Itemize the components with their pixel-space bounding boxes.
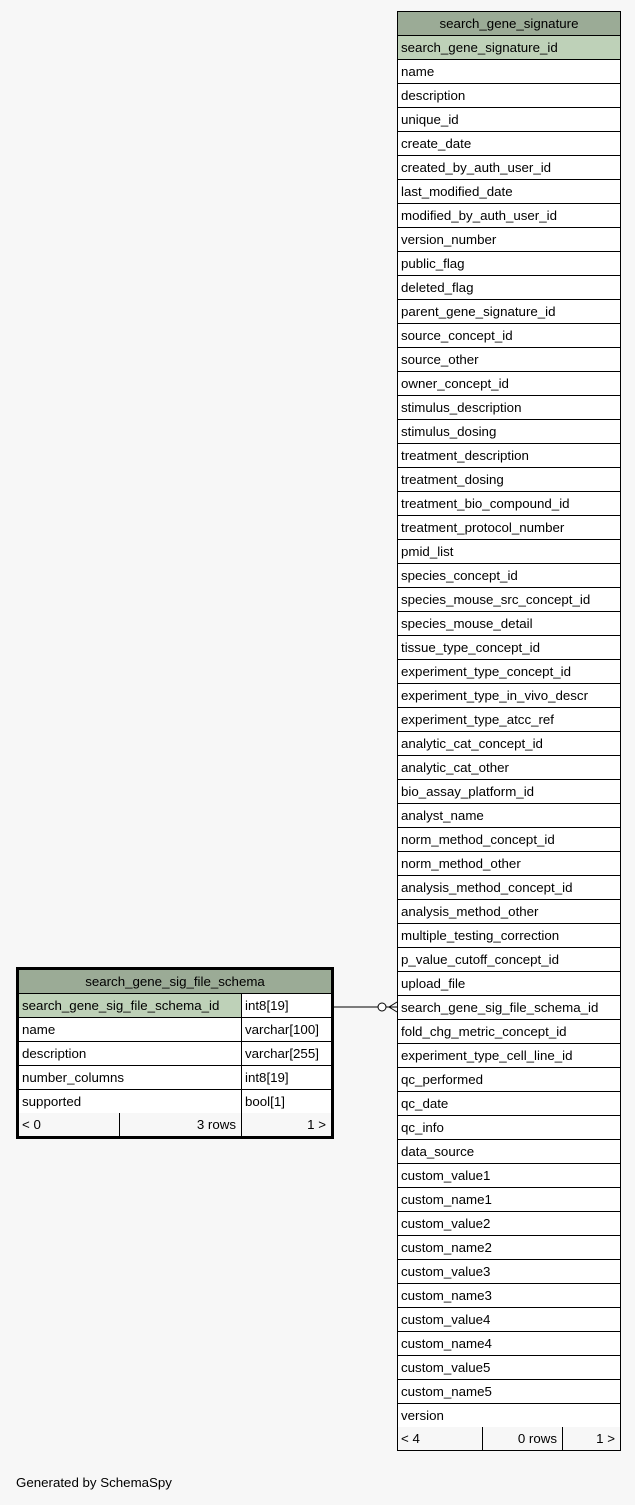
table-title[interactable]: search_gene_signature xyxy=(398,12,620,36)
column-name: analytic_cat_other xyxy=(401,760,509,775)
row-count: 3 rows xyxy=(119,1113,241,1136)
column-row[interactable] xyxy=(398,492,620,516)
table-title[interactable]: search_gene_sig_file_schema xyxy=(19,970,331,994)
column-name: custom_name4 xyxy=(401,1336,492,1351)
column-name: name xyxy=(22,1022,56,1037)
table-footer xyxy=(398,1427,620,1450)
column-name: tissue_type_concept_id xyxy=(401,640,540,655)
parents-count[interactable]: < 4 xyxy=(401,1431,420,1446)
column-row[interactable] xyxy=(398,276,620,300)
column-row[interactable] xyxy=(398,1068,620,1092)
column-row[interactable] xyxy=(398,372,620,396)
column-row[interactable] xyxy=(398,1020,620,1044)
column-row[interactable] xyxy=(398,996,620,1020)
column-row[interactable] xyxy=(398,780,620,804)
column-name: custom_value5 xyxy=(401,1360,491,1375)
column-name: treatment_dosing xyxy=(401,472,504,487)
column-row[interactable] xyxy=(398,1164,620,1188)
column-row[interactable] xyxy=(398,636,620,660)
column-name: custom_value4 xyxy=(401,1312,491,1327)
column-name: custom_name5 xyxy=(401,1384,492,1399)
column-name: parent_gene_signature_id xyxy=(401,304,556,319)
column-name: qc_date xyxy=(401,1096,449,1111)
column-name: supported xyxy=(22,1094,82,1109)
column-row[interactable] xyxy=(398,228,620,252)
column-row[interactable] xyxy=(398,204,620,228)
column-row[interactable] xyxy=(398,1284,620,1308)
column-type: bool[1] xyxy=(241,1090,331,1113)
column-name: fold_chg_metric_concept_id xyxy=(401,1024,567,1039)
column-name: norm_method_concept_id xyxy=(401,832,555,847)
column-row[interactable] xyxy=(398,900,620,924)
column-row[interactable] xyxy=(398,60,620,84)
column-type: int8[19] xyxy=(241,994,331,1017)
column-name: custom_value3 xyxy=(401,1264,491,1279)
column-name: unique_id xyxy=(401,112,459,127)
crows-foot-marker xyxy=(389,1002,397,1007)
zero-optional-marker xyxy=(378,1003,386,1011)
column-row[interactable] xyxy=(398,540,620,564)
column-row[interactable] xyxy=(398,1380,620,1404)
column-name: version_number xyxy=(401,232,497,247)
column-name: source_concept_id xyxy=(401,328,513,343)
column-row[interactable] xyxy=(398,324,620,348)
column-name: custom_value1 xyxy=(401,1168,491,1183)
column-row[interactable] xyxy=(398,252,620,276)
column-name: created_by_auth_user_id xyxy=(401,160,552,175)
column-row[interactable] xyxy=(398,468,620,492)
column-name: experiment_type_cell_line_id xyxy=(401,1048,573,1063)
column-name: version xyxy=(401,1408,444,1423)
column-name: bio_assay_platform_id xyxy=(401,784,535,799)
column-row[interactable] xyxy=(398,924,620,948)
column-row[interactable] xyxy=(398,948,620,972)
column-row[interactable] xyxy=(398,828,620,852)
column-row[interactable] xyxy=(398,612,620,636)
column-row[interactable] xyxy=(398,1308,620,1332)
column-name: experiment_type_in_vivo_descr xyxy=(401,688,589,703)
column-row[interactable] xyxy=(398,420,620,444)
column-row[interactable] xyxy=(398,1044,620,1068)
primary-key-row[interactable] xyxy=(398,36,620,60)
column-row[interactable] xyxy=(398,444,620,468)
column-row[interactable] xyxy=(398,108,620,132)
column-row[interactable] xyxy=(398,1092,620,1116)
column-type: varchar[255] xyxy=(241,1042,331,1065)
schemaspy-credit: Generated by SchemaSpy xyxy=(16,1475,172,1490)
column-name: analysis_method_other xyxy=(401,904,539,919)
column-name: upload_file xyxy=(401,976,466,991)
column-name: description xyxy=(401,88,466,103)
column-row[interactable] xyxy=(398,156,620,180)
column-name: last_modified_date xyxy=(401,184,513,199)
column-name: custom_name3 xyxy=(401,1288,492,1303)
table-search-gene-sig-file-schema[interactable] xyxy=(16,967,334,1139)
column-name: analyst_name xyxy=(401,808,484,823)
column-name: treatment_bio_compound_id xyxy=(401,496,570,511)
column-row[interactable] xyxy=(19,1042,331,1066)
column-row[interactable] xyxy=(398,396,620,420)
column-name: modified_by_auth_user_id xyxy=(401,208,557,223)
column-row[interactable] xyxy=(398,300,620,324)
column-name: treatment_protocol_number xyxy=(401,520,565,535)
column-row[interactable] xyxy=(398,516,620,540)
column-list xyxy=(19,1018,331,1113)
children-count[interactable]: 1 > xyxy=(241,1113,331,1136)
row-count: 0 rows xyxy=(482,1427,562,1450)
column-name: create_date xyxy=(401,136,472,151)
column-name: species_mouse_src_concept_id xyxy=(401,592,591,607)
column-row[interactable] xyxy=(398,1116,620,1140)
column-name: species_mouse_detail xyxy=(401,616,533,631)
column-row[interactable] xyxy=(398,1236,620,1260)
column-row[interactable] xyxy=(398,876,620,900)
column-row[interactable] xyxy=(398,84,620,108)
column-row[interactable] xyxy=(398,348,620,372)
column-type: int8[19] xyxy=(241,1066,331,1089)
table-footer xyxy=(19,1113,331,1136)
column-name: experiment_type_atcc_ref xyxy=(401,712,554,727)
column-row[interactable] xyxy=(19,1066,331,1090)
column-name: analysis_method_concept_id xyxy=(401,880,573,895)
column-type: varchar[100] xyxy=(241,1018,331,1041)
column-name: search_gene_sig_file_schema_id xyxy=(401,1000,599,1015)
column-row[interactable] xyxy=(398,1404,620,1427)
column-name: data_source xyxy=(401,1144,475,1159)
column-name: source_other xyxy=(401,352,479,367)
column-row[interactable] xyxy=(398,1140,620,1164)
column-row[interactable] xyxy=(398,708,620,732)
column-row[interactable] xyxy=(398,756,620,780)
column-name: qc_performed xyxy=(401,1072,484,1087)
column-row[interactable] xyxy=(398,1356,620,1380)
column-list xyxy=(398,60,620,1427)
column-name: multiple_testing_correction xyxy=(401,928,560,943)
column-name: experiment_type_concept_id xyxy=(401,664,572,679)
column-name: search_gene_signature_id xyxy=(401,40,558,55)
column-row[interactable] xyxy=(398,588,620,612)
column-name: name xyxy=(401,64,435,79)
column-name: species_concept_id xyxy=(401,568,518,583)
column-row[interactable] xyxy=(19,1018,331,1042)
column-row[interactable] xyxy=(398,972,620,996)
column-row[interactable] xyxy=(398,132,620,156)
column-row[interactable] xyxy=(398,804,620,828)
column-row[interactable] xyxy=(398,1332,620,1356)
column-name: custom_name2 xyxy=(401,1240,492,1255)
column-name: stimulus_description xyxy=(401,400,522,415)
column-row[interactable] xyxy=(398,732,620,756)
column-name: norm_method_other xyxy=(401,856,521,871)
column-row[interactable] xyxy=(398,1188,620,1212)
column-row[interactable] xyxy=(398,1212,620,1236)
column-name: analytic_cat_concept_id xyxy=(401,736,543,751)
column-name: public_flag xyxy=(401,256,465,271)
column-name: search_gene_sig_file_schema_id xyxy=(22,998,220,1013)
column-row[interactable] xyxy=(398,1260,620,1284)
column-row[interactable] xyxy=(398,684,620,708)
parents-count[interactable]: < 0 xyxy=(22,1117,41,1132)
column-name: p_value_cutoff_concept_id xyxy=(401,952,559,967)
column-row[interactable] xyxy=(398,180,620,204)
column-row[interactable] xyxy=(398,564,620,588)
column-name: deleted_flag xyxy=(401,280,474,295)
column-name: custom_value2 xyxy=(401,1216,491,1231)
column-name: pmid_list xyxy=(401,544,454,559)
column-name: description xyxy=(22,1046,87,1061)
column-name: custom_name1 xyxy=(401,1192,492,1207)
table-search-gene-signature[interactable] xyxy=(397,11,621,1451)
column-row[interactable] xyxy=(398,852,620,876)
column-name: number_columns xyxy=(22,1070,124,1085)
children-count[interactable]: 1 > xyxy=(562,1427,620,1450)
primary-key-row[interactable] xyxy=(19,994,331,1018)
column-name: treatment_description xyxy=(401,448,529,463)
column-row[interactable] xyxy=(19,1090,331,1113)
column-name: stimulus_dosing xyxy=(401,424,497,439)
column-name: owner_concept_id xyxy=(401,376,509,391)
column-name: qc_info xyxy=(401,1120,444,1135)
column-row[interactable] xyxy=(398,660,620,684)
